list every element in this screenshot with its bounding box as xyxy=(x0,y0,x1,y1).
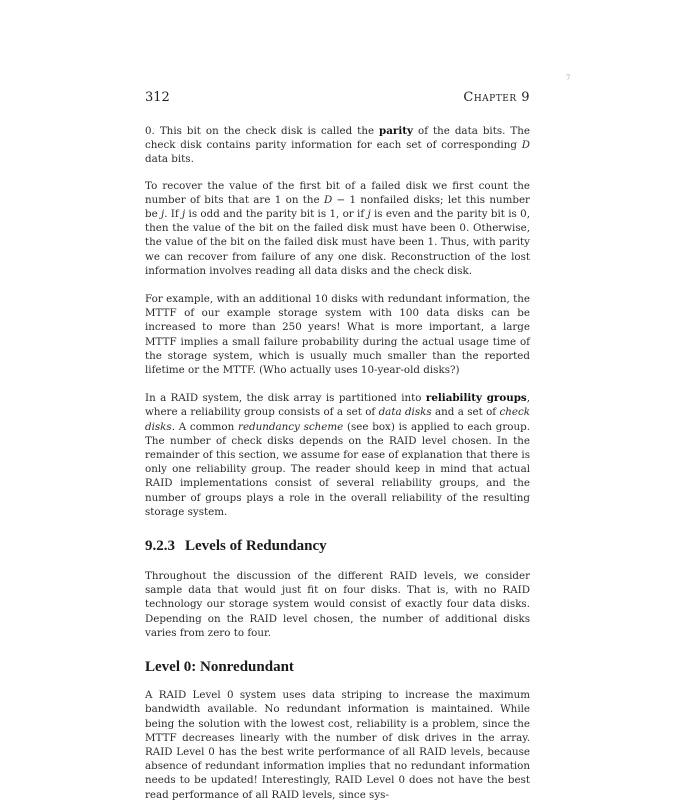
corner-mark: 7 xyxy=(566,74,571,82)
page-body xyxy=(145,124,530,800)
page-number: 312 xyxy=(145,90,170,105)
chapter-label: Chapter 9 xyxy=(463,90,530,105)
section-heading xyxy=(145,537,530,555)
term-parity: parity xyxy=(379,125,413,137)
paragraph-parity: 0. This bit on the check disk is called the parity of the data bits. The check disk contains parity information for each set of corresponding D data bits. xyxy=(145,125,531,166)
paragraph-recovery: To recover the value of the first bit of a failed disk we first count the number of bits that are 1 on the D − 1 nonfailed disks; let this number be j. If j is odd and the parity bit is 1, or if j is even and the parity bit is 0, then the value of the bit on the failed disk must have been 0. Otherwise, the value of the bit on the failed disk must have been 1. Thus, with parity we can recover from failure of any one disk. Reconstruction of the lost information involves reading all data disks and the check disk. xyxy=(145,179,530,277)
paragraph-level-0: A RAID Level 0 system uses data striping to increase the maximum bandwidth available. No redundant information is maintained. While being the solution with the lowest cost, reliability is a problem, since the MTTF decreases linearly with the number of disk drives in the array. RAID Level 0 has the best write performance of all RAID levels, because absence of redundant information implies that no redundant information needs to be updated! Interestingly, RAID Level 0 does not have the best read performance of all RAID levels, since sys- xyxy=(145,689,530,800)
subsection-heading: Level 0: Nonredundant xyxy=(145,659,294,676)
paragraph-sample-data: Throughout the discussion of the different RAID levels, we consider sample data that would just fit on four disks. That is, with no RAID technology our storage system would consist of exactly four data disks. Depending on the RAID level chosen, the number of additional disks varies from zero to four. xyxy=(145,570,530,639)
paragraph-mttf-example: For example, with an additional 10 disks with redundant information, the MTTF of our example storage system with 100 data disks can be increased to more than 250 years! What is more important, a large MTTF implies a small failure probability during the actual usage time of the storage system, which is usually much smaller than the reported lifetime or the MTTF. (Who actually uses 10-year-old disks?) xyxy=(145,293,530,377)
paragraph-reliability-groups: In a RAID system, the disk array is partitioned into reliability groups, where a reliability group consists of a set of data disks and a set of check disks. A common redundancy scheme (see box) is applied to each group. The number of check disks depends on the RAID level chosen. In the remainder of this section, we assume for ease of explanation that there is only one reliability group. The reader should keep in mind that actual RAID implementations consist of several reliability groups, and the number of groups plays a role in the overall reliability of the resulting storage system. xyxy=(145,392,530,518)
section-number: 9.2.3 xyxy=(145,538,175,555)
term-reliability-groups: reliability groups xyxy=(425,392,527,405)
section-title: Levels of Redundancy xyxy=(185,538,327,555)
page-header xyxy=(145,90,530,110)
